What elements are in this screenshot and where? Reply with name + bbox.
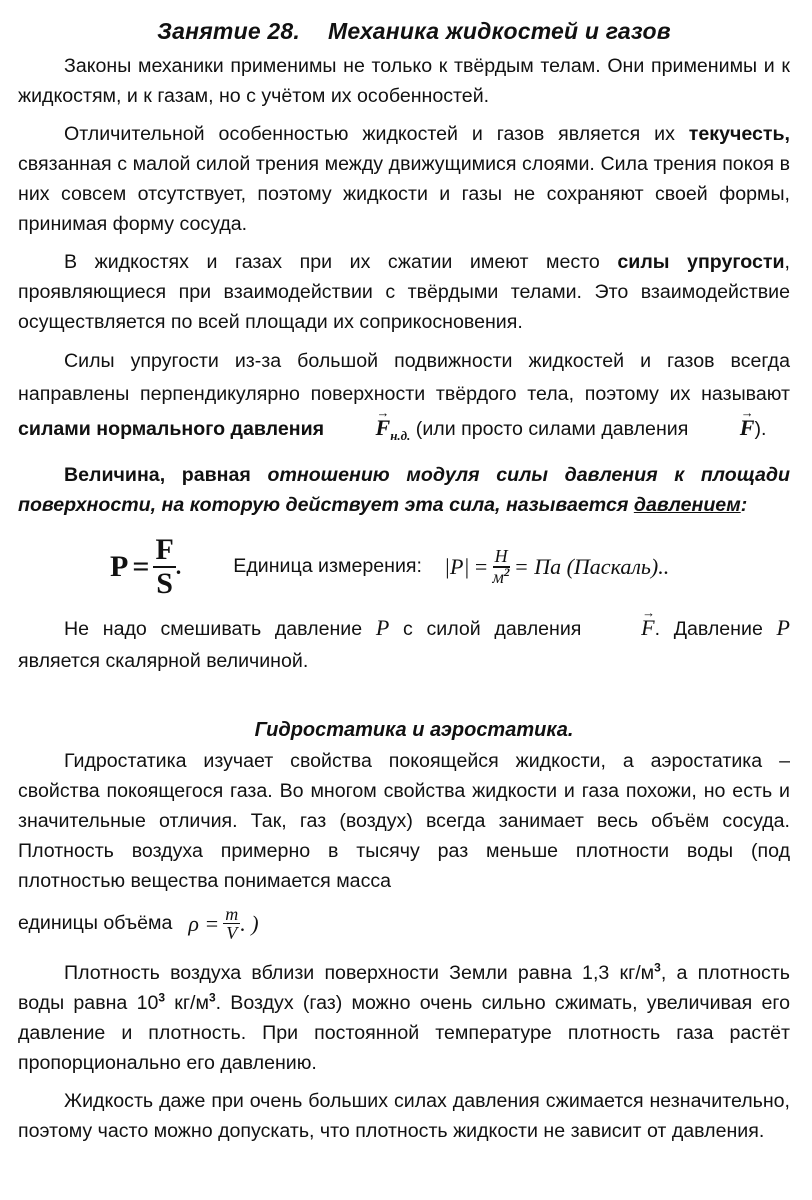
paragraph-incompressibility: Жидкость даже при очень больших силах давления сжимается незначительно, поэтому часто можно допускать, что плотность жидкости не зависит от давления. — [18, 1089, 790, 1142]
term-pressure: давлением — [633, 493, 741, 516]
term-elastic-forces: силы упругости — [617, 251, 785, 273]
formula-fraction: $\frac{F}{S}$ — [155, 533, 174, 600]
density-lhs: ρ = — [188, 910, 220, 936]
formula-lhs: P — [110, 549, 129, 583]
paragraph-hydrostatics: Гидростатика изучает свойства покоящейся жидкости, а аэростатика – свойства покоящегося газа. Во многом свойства жидкости и газа похожи, но есть и значительные отличия. Так, газ (воздух) всегда занимает весь объём сосуда. Плотность воздуха примерно в тысячу раз меньше плотности воды (под плотностью вещества понимается масса — [18, 749, 790, 892]
force-vector-symbol: → F — [330, 411, 391, 444]
page-title — [18, 18, 790, 45]
density-formula-line: единицы объёма ρ = $\frac{m}{V}$ . ) — [18, 903, 259, 944]
lesson-topic: Механика жидкостей и газов — [328, 18, 671, 44]
term-normal-pressure: силами нормального давления — [18, 418, 325, 440]
term-fluidity: текучесть, — [688, 123, 790, 145]
unit-fraction: $\frac{Н}{м^2}$ — [492, 546, 510, 587]
lesson-number: Занятие 28. — [157, 18, 300, 44]
density-fraction: $\frac{m}{V}$ — [225, 903, 239, 944]
paragraph-fluidity: Отличительной особенностью жидкостей и газов является их текучесть, связанная с малой силой трения между движущимися слоями. Сила трения покоя в них совсем отсутствует, поэтому жидкости и газы не сохраняют своей формы, принимая форму сосуда. — [18, 123, 790, 235]
paragraph-normal-pressure: Силы упругости из-за большой подвижности жидкостей и газов всегда направлены перпендикулярно поверхности твёрдого тела, поэтому их называют силами нормального давления → $F_{н.д.}$ (или просто силами давления → F). — [18, 345, 790, 452]
force-vector-symbol-3: → F — [595, 612, 654, 644]
section-title: Гидростатика и аэростатика. — [254, 718, 574, 741]
paragraph-scalar: Не надо смешивать давление P с силой давления → F. Давление P является скалярной величиной. — [18, 612, 790, 677]
paragraph-intro: Законы механики применимы не только к твёрдым телам. Они применимы и к жидкостям, и к газам, но с учётом их особенностей. — [18, 55, 790, 107]
pressure-formula: P = $\frac{F}{S}$ . Единица измерения: |P| = $\frac{Н}{м^2}$ = Па (Паскаль).. — [110, 533, 670, 600]
unit-lhs: |P| — [443, 553, 470, 579]
unit-label: Единица измерения: — [233, 555, 422, 578]
unit-pascal: = Па (Паскаль).. — [513, 553, 670, 579]
paragraph-pressure-definition: Величина, равная отношению модуля силы давления к площади поверхности, на которую действует эта сила, называется давлением: — [18, 463, 790, 516]
force-vector-symbol-2: → F — [694, 411, 755, 444]
paragraph-densities: Плотность воздуха вблизи поверхности Земли равна 1,3 $кг/м^3$, а плотность воды равна $10^3$ $кг/м^3$. Воздух (газ) можно очень сильно сжимать, увеличивая его давление и плотность. При постоянной температуре плотность газа растёт пропорционально его давлению. — [18, 960, 790, 1074]
paragraph-elastic-forces: В жидкостях и газах при их сжатии имеют место силы упругости, проявляющиеся при взаимодействии с твёрдыми телами. Это взаимодействие осуществляется по всей площади их соприкосновения. — [18, 251, 790, 333]
